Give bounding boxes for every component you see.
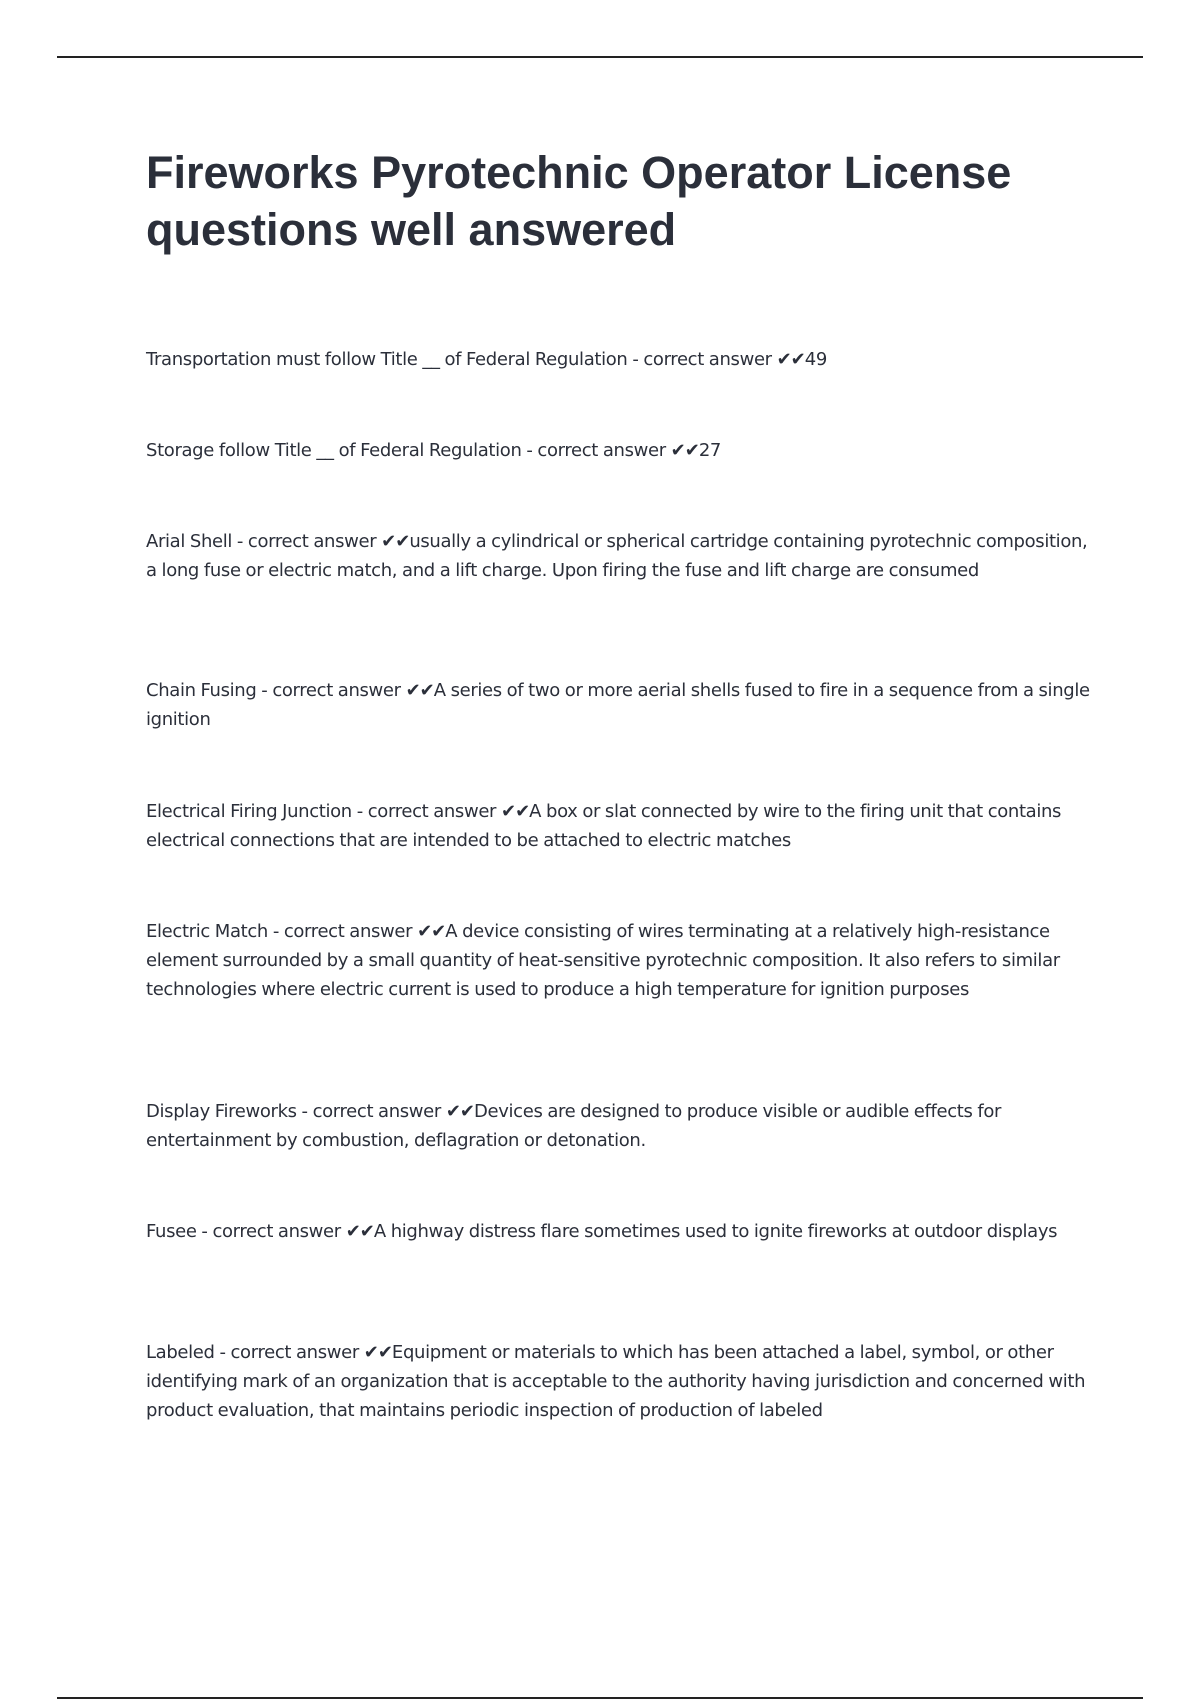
qa-item-chain-fusing: [146, 676, 1091, 734]
qa-answer: 27: [698, 440, 722, 461]
qa-term: Electric Match: [146, 921, 268, 942]
qa-term: Display Fireworks: [146, 1101, 297, 1122]
qa-term: Storage follow Title __ of Federal Regulation: [146, 440, 522, 461]
double-check-icon: ✔✔: [670, 440, 699, 461]
qa-separator: - correct answer: [521, 440, 671, 461]
qa-answer: 49: [804, 349, 827, 370]
qa-item-transportation-title: [146, 345, 1091, 374]
qa-item-electrical-firing-junction: [146, 797, 1091, 855]
double-check-icon: ✔✔: [363, 1342, 392, 1363]
qa-item-electric-match: [146, 917, 1091, 1004]
qa-term: Transportation must follow Title __ of Federal Regulation: [146, 349, 628, 370]
top-rule: [57, 56, 1143, 58]
qa-term: Fusee: [146, 1221, 197, 1242]
double-check-icon: ✔✔: [381, 531, 410, 552]
qa-item-storage-title: [146, 436, 1091, 465]
qa-answer: A device consisting of wires terminating at a relatively high-resistance element surrounded by a small quantity of heat-sensitive pyrotechnic composition. It also refers to similar technologies where electric current is used to produce a high temperature for ignition purposes: [146, 921, 1060, 1000]
double-check-icon: ✔✔: [445, 1101, 474, 1122]
qa-answer: A highway distress flare sometimes used to ignite fireworks at outdoor displays: [373, 1221, 1058, 1242]
qa-separator: - correct answer: [267, 921, 418, 942]
qa-term: Arial Shell: [146, 531, 233, 552]
double-check-icon: ✔✔: [500, 801, 530, 822]
qa-separator: - correct answer: [232, 531, 382, 552]
double-check-icon: ✔✔: [417, 921, 446, 942]
double-check-icon: ✔✔: [776, 349, 805, 370]
qa-answer: Equipment or materials to which has been attached a label, symbol, or other identifying mark of an organization that is acceptable to the authority having jurisdiction and concerned with product evaluation, that maintains periodic inspection of production of labeled: [146, 1342, 1086, 1421]
qa-separator: - correct answer: [256, 680, 406, 701]
qa-answer: A box or slat connected by wire to the firing unit that contains electrical connections that are intended to be attached to electric matches: [146, 801, 1062, 851]
qa-separator: - correct answer: [351, 801, 501, 822]
page-title: Fireworks Pyrotechnic Operator License questions well answered: [146, 147, 1012, 255]
qa-item-arial-shell: [146, 527, 1091, 585]
double-check-icon: ✔✔: [345, 1221, 374, 1242]
qa-separator: - correct answer: [214, 1342, 364, 1363]
double-check-icon: ✔✔: [405, 680, 434, 701]
qa-answer: Devices are designed to produce visible or audible effects for entertainment by combustion, deflagration or detonation.: [146, 1101, 1002, 1151]
qa-separator: - correct answer: [296, 1101, 446, 1122]
qa-separator: - correct answer: [196, 1221, 346, 1242]
qa-term: Chain Fusing: [146, 680, 257, 701]
qa-answer: A series of two or more aerial shells fused to fire in a sequence from a single ignition: [146, 680, 1090, 730]
qa-item-labeled: [146, 1338, 1091, 1425]
qa-term: Labeled: [146, 1342, 215, 1363]
qa-item-fusee: [146, 1217, 1091, 1246]
qa-separator: - correct answer: [627, 349, 777, 370]
qa-term: Electrical Firing Junction: [146, 801, 352, 822]
bottom-rule: [57, 1697, 1143, 1699]
qa-answer: usually a cylindrical or spherical cartridge containing pyrotechnic composition, a long fuse or electric match, and a lift charge. Upon firing the fuse and lift charge are consumed: [146, 531, 1088, 581]
qa-item-display-fireworks: [146, 1097, 1091, 1155]
